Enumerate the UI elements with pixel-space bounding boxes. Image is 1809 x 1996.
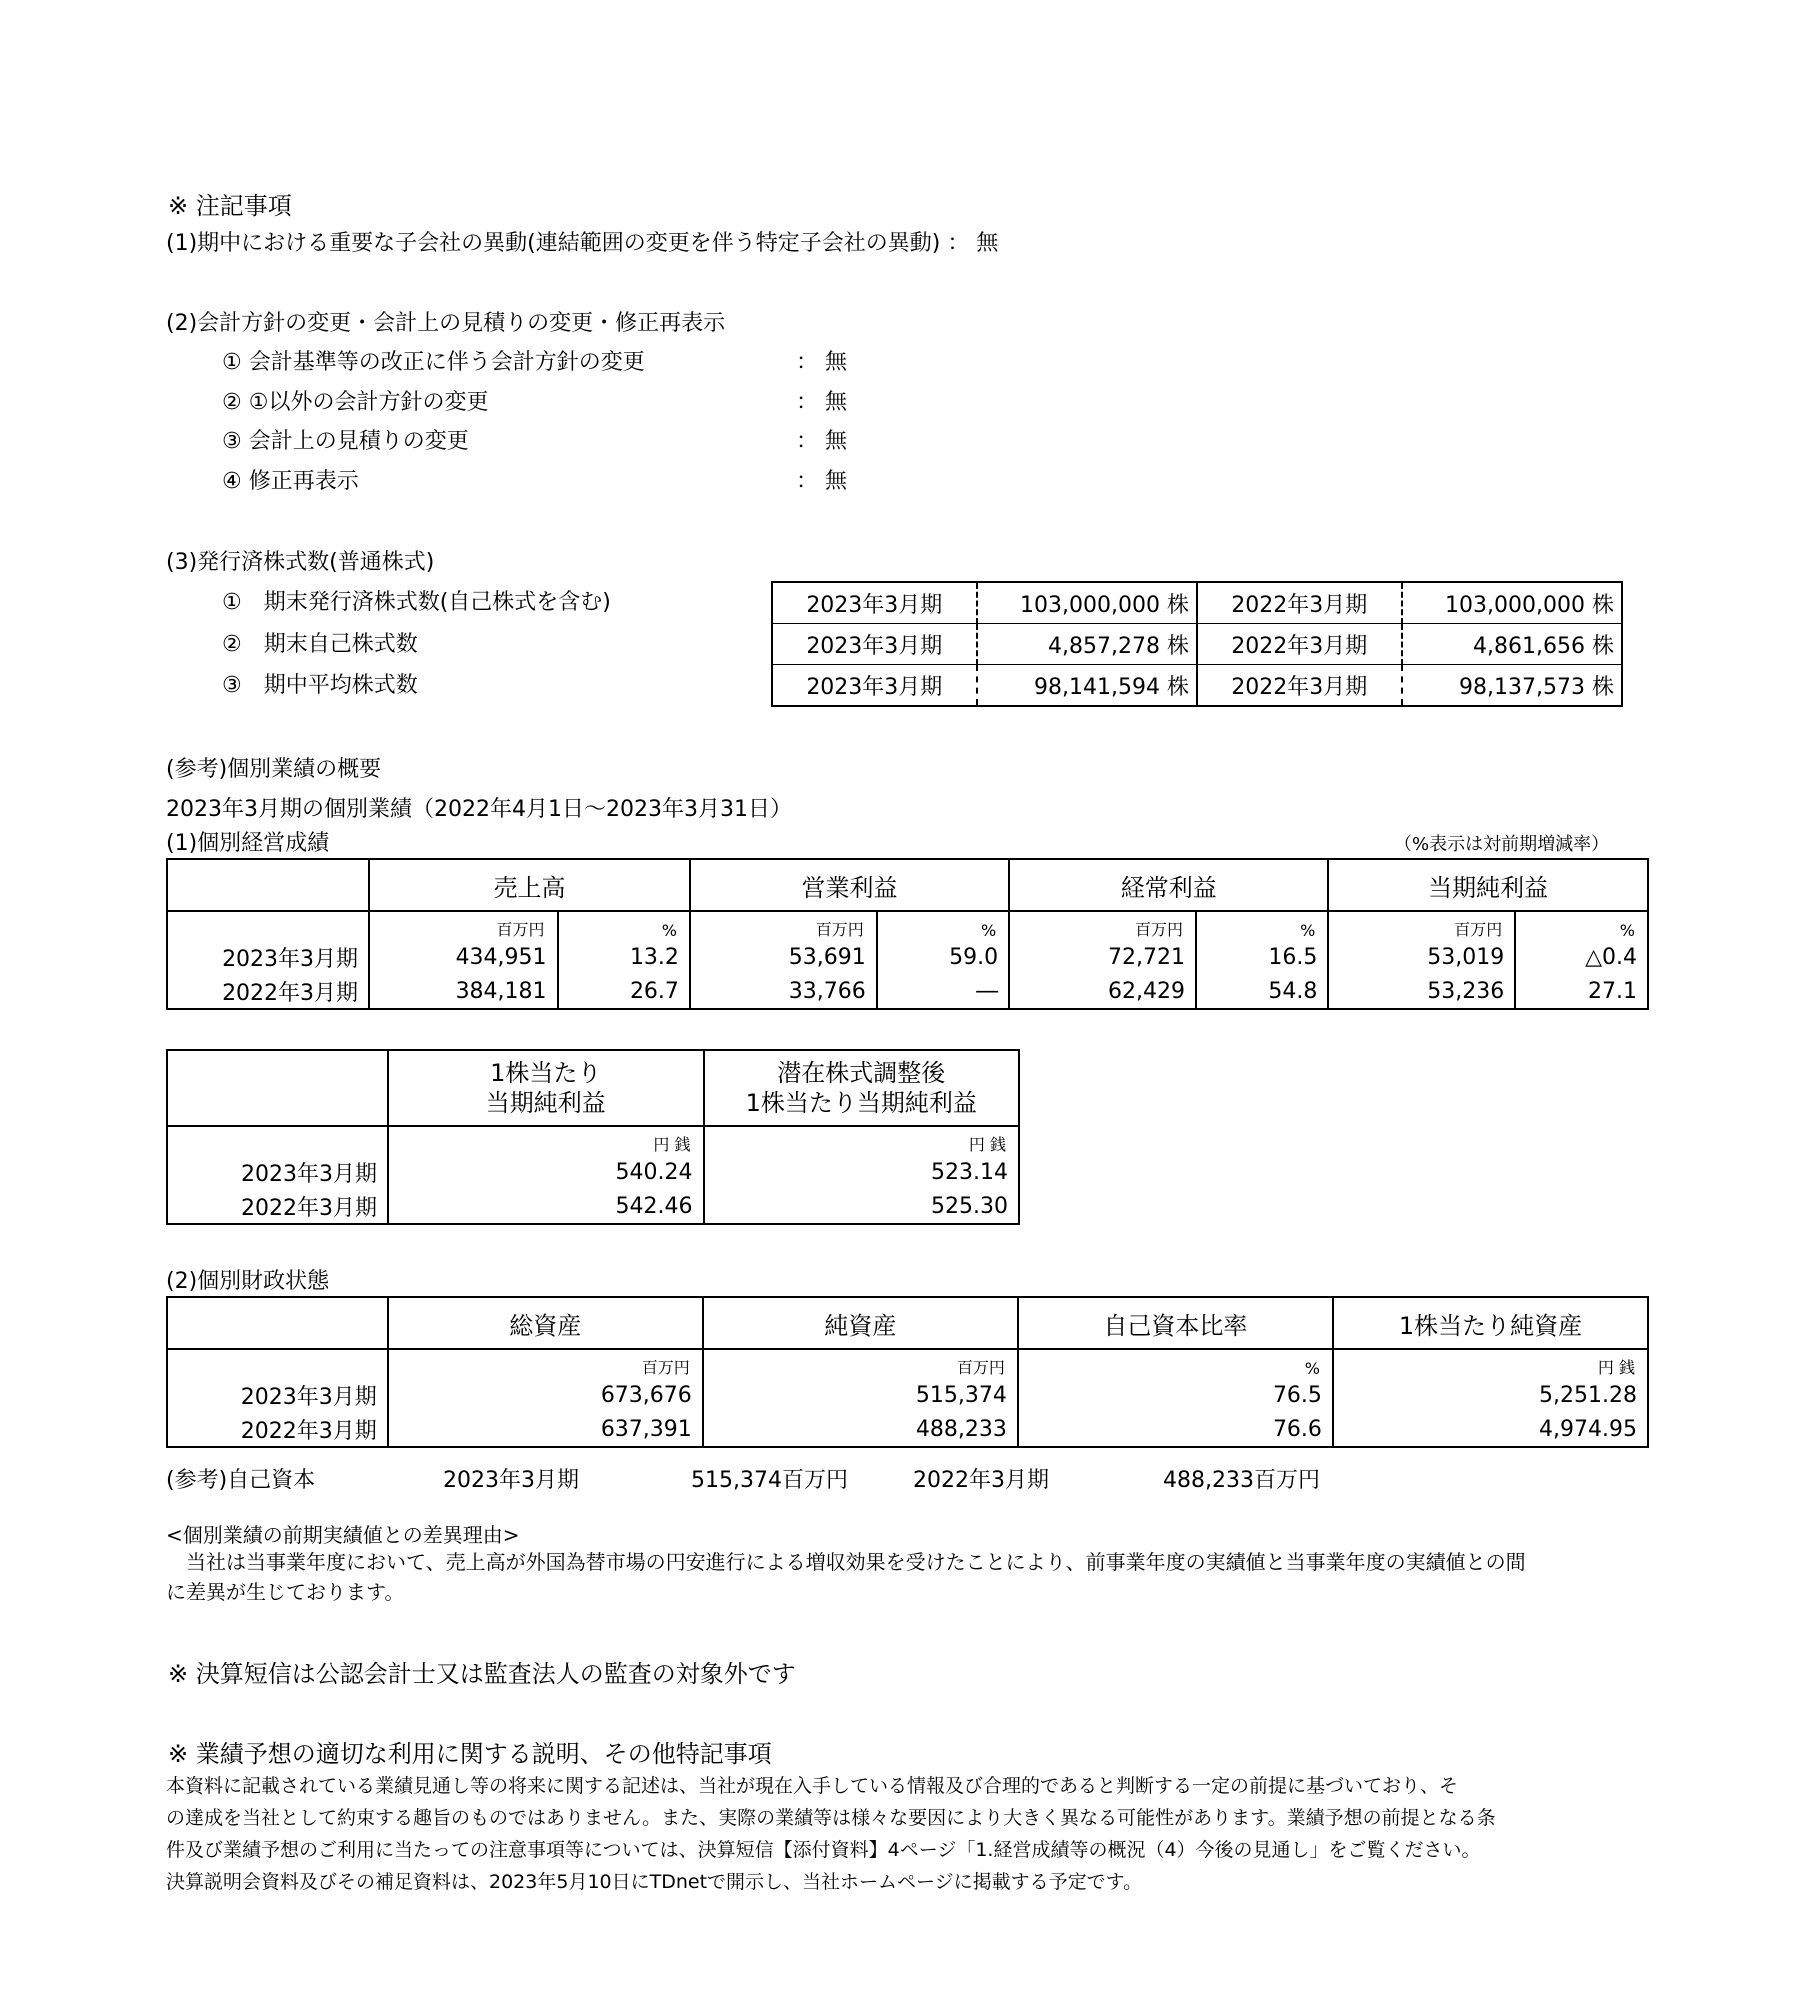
shares-prev-year: 2022年3月期 <box>1197 665 1402 707</box>
header-net-assets: 純資産 <box>703 1297 1018 1349</box>
unit-label: % <box>1018 1349 1333 1378</box>
header-blank <box>167 859 369 911</box>
cell: ― <box>877 974 1009 1009</box>
note-item-3-heading: (3)発行済株式数(普通株式) <box>166 550 435 575</box>
shares-prev-year: 2022年3月期 <box>1197 624 1402 665</box>
table-row <box>772 665 1622 707</box>
unit-row <box>167 1349 1648 1378</box>
cell: 384,181 <box>369 974 557 1009</box>
row-label: 2022年3月期 <box>240 1418 377 1444</box>
note-item-2-2-label: ② ①以外の会計方針の変更 <box>222 390 489 415</box>
financial-sub2: (2)個別財政状態 <box>166 1269 330 1294</box>
note-item-2-4-label: ④ 修正再表示 <box>222 469 359 494</box>
cell: 76.6 <box>1018 1412 1333 1447</box>
equity-prev-value: 488,233百万円 <box>1163 1468 1320 1493</box>
note-item-2-3-label: ③ 会計上の見積りの変更 <box>222 429 469 454</box>
header-blank <box>167 1297 388 1349</box>
table-row <box>772 624 1622 665</box>
unit-label: 円 銭 <box>388 1126 703 1155</box>
note-item-2-heading: (2)会計方針の変更・会計上の見積りの変更・修正再表示 <box>166 311 726 336</box>
row-label: 2022年3月期 <box>222 980 359 1006</box>
cell: 72,721 <box>1009 940 1196 974</box>
cell: △0.4 <box>1515 940 1648 974</box>
unit-label: 百万円 <box>388 1349 703 1378</box>
equity-cur-year: 2023年3月期 <box>443 1468 579 1493</box>
note-item-3-2-label: ② 期末自己株式数 <box>222 632 418 657</box>
table-header-row <box>167 1050 1019 1126</box>
table-row <box>167 940 1648 974</box>
difference-body <box>166 1547 1656 1607</box>
equity-label: (参考)自己資本 <box>166 1468 316 1493</box>
note-item-2-2-value: ： 無 <box>796 390 847 415</box>
forecast-line1: 本資料に記載されている業績見通し等の将来に関する記述は、当社が現在入手している情報及び合理的であると判断する一定の前提に基づいており、そ <box>166 1775 1459 1797</box>
unit-label: % <box>1196 911 1328 940</box>
cell: 54.8 <box>1196 974 1328 1009</box>
cell: 26.7 <box>558 974 690 1009</box>
note-item-3-1-label: ① 期末発行済株式数(自己株式を含む) <box>222 590 611 615</box>
eps-table <box>166 1049 1020 1225</box>
header-operating-income: 営業利益 <box>690 859 1009 911</box>
unit-label: 百万円 <box>703 1349 1018 1378</box>
table-header-row <box>167 1297 1648 1349</box>
cell: 515,374 <box>703 1378 1018 1412</box>
difference-body-line2: に差異が生じております。 <box>166 1580 405 1604</box>
header-eps <box>388 1050 703 1126</box>
table-row <box>167 1155 1019 1189</box>
forecast-heading: ※ 業績予想の適切な利用に関する説明、その他特記事項 <box>168 1740 772 1768</box>
row-label: 2022年3月期 <box>241 1195 378 1221</box>
reference-sub1: (1)個別経営成績 <box>166 831 330 856</box>
shares-prev-value: 103,000,000 株 <box>1445 592 1614 618</box>
shares-cur-value: 103,000,000 株 <box>977 582 1197 624</box>
header-eps-line1: 1株当たり <box>490 1059 602 1087</box>
cell: 59.0 <box>877 940 1009 974</box>
shares-prev-value: 98,137,573 株 <box>1402 665 1622 707</box>
pct-note: （%表示は対前期増減率） <box>1394 834 1610 855</box>
header-diluted-eps <box>704 1050 1020 1126</box>
cell: 637,391 <box>388 1412 703 1447</box>
header-bps: 1株当たり純資産 <box>1333 1297 1648 1349</box>
table-row <box>772 582 1622 624</box>
cell: 523.14 <box>704 1155 1020 1189</box>
row-label: 2023年3月期 <box>222 946 359 972</box>
header-eps-line2: 当期純利益 <box>485 1089 606 1117</box>
forecast-line2: の達成を当社として約束する趣旨のものではありません。また、実際の業績等は様々な要因により大きく異なる可能性があります。業績予想の前提となる条 <box>166 1807 1496 1829</box>
cell: 33,766 <box>690 974 877 1009</box>
header-net-income: 当期純利益 <box>1328 859 1648 911</box>
shares-table <box>771 581 1623 707</box>
note-item-1: (1)期中における重要な子会社の異動(連結範囲の変更を伴う特定子会社の異動) ： 無 <box>166 231 999 256</box>
table-header-row <box>167 859 1648 911</box>
shares-prev-value: 4,861,656 株 <box>1402 624 1622 665</box>
unit-label: 百万円 <box>369 911 557 940</box>
cell: 488,233 <box>703 1412 1018 1447</box>
cell: 525.30 <box>704 1189 1020 1224</box>
shares-cur-year: 2023年3月期 <box>772 665 977 707</box>
unit-label: 百万円 <box>690 911 877 940</box>
table-row <box>167 1378 1648 1412</box>
row-label: 2023年3月期 <box>240 1384 377 1410</box>
cell: 434,951 <box>369 940 557 974</box>
performance-table <box>166 858 1649 1010</box>
note-item-3-3-label: ③ 期中平均株式数 <box>222 673 418 698</box>
unit-label: 百万円 <box>1328 911 1515 940</box>
note-item-2-4-value: ： 無 <box>796 469 847 494</box>
table-row <box>167 1189 1019 1224</box>
unit-label: 百万円 <box>1009 911 1196 940</box>
note-item-2-1-label: ① 会計基準等の改正に伴う会計方針の変更 <box>222 350 645 375</box>
reference-heading: (参考)個別業績の概要 <box>166 757 382 782</box>
cell: 542.46 <box>388 1189 703 1224</box>
cell: 62,429 <box>1009 974 1196 1009</box>
reference-period: 2023年3月期の個別業績（2022年4月1日～2023年3月31日） <box>166 797 792 822</box>
header-diluted-eps-line2: 1株当たり当期純利益 <box>745 1089 977 1117</box>
notes-heading: ※ 注記事項 <box>168 192 292 220</box>
note-item-2-1-value: ： 無 <box>796 350 847 375</box>
header-total-assets: 総資産 <box>388 1297 703 1349</box>
difference-body-line1: 当社は当事業年度において、売上高が外国為替市場の円安進行による増収効果を受けたことにより、前事業年度の実績値と当事業年度の実績値との間 <box>166 1550 1526 1574</box>
cell: 76.5 <box>1018 1378 1333 1412</box>
financial-table <box>166 1296 1649 1448</box>
unit-label: % <box>877 911 1009 940</box>
shares-cur-year: 2023年3月期 <box>772 582 977 624</box>
unit-label: 円 銭 <box>704 1126 1020 1155</box>
cell: 673,676 <box>388 1378 703 1412</box>
unit-label: 円 銭 <box>1333 1349 1648 1378</box>
forecast-body <box>166 1770 1666 1898</box>
shares-prev-year: 2022年3月期 <box>1197 582 1402 624</box>
cell: 53,019 <box>1328 940 1515 974</box>
note-item-2-3-value: ： 無 <box>796 429 847 454</box>
unit-label: % <box>558 911 690 940</box>
cell: 5,251.28 <box>1333 1378 1648 1412</box>
equity-cur-value: 515,374百万円 <box>691 1468 848 1493</box>
unit-row <box>167 911 1648 940</box>
row-label: 2023年3月期 <box>241 1161 378 1187</box>
header-diluted-eps-line1: 潜在株式調整後 <box>777 1059 946 1087</box>
cell: 53,691 <box>690 940 877 974</box>
forecast-line4: 決算説明会資料及びその補足資料は、2023年5月10日にTDnetで開示し、当社ホームページに掲載する予定です。 <box>166 1871 1143 1893</box>
cell: 4,974.95 <box>1333 1412 1648 1447</box>
cell: 13.2 <box>558 940 690 974</box>
shares-cur-value: 98,141,594 株 <box>977 665 1197 707</box>
table-row <box>167 974 1648 1009</box>
difference-heading: <個別業績の前期実績値との差異理由> <box>166 1523 520 1547</box>
cell: 53,236 <box>1328 974 1515 1009</box>
header-ordinary-income: 経常利益 <box>1009 859 1328 911</box>
equity-prev-year: 2022年3月期 <box>913 1468 1049 1493</box>
shares-cur-year: 2023年3月期 <box>772 624 977 665</box>
cell: 27.1 <box>1515 974 1648 1009</box>
header-equity-ratio: 自己資本比率 <box>1018 1297 1333 1349</box>
table-row <box>167 1412 1648 1447</box>
header-blank <box>167 1050 388 1126</box>
cell: 540.24 <box>388 1155 703 1189</box>
unit-row <box>167 1126 1019 1155</box>
header-sales: 売上高 <box>369 859 690 911</box>
shares-cur-value: 4,857,278 株 <box>977 624 1197 665</box>
unit-label: % <box>1515 911 1648 940</box>
cell: 16.5 <box>1196 940 1328 974</box>
audit-note: ※ 決算短信は公認会計士又は監査法人の監査の対象外です <box>168 1660 796 1688</box>
forecast-line3: 件及び業績予想のご利用に当たっての注意事項等については、決算短信【添付資料】4ページ「1.経営成績等の概況（4）今後の見通し」をご覧ください。 <box>166 1839 1481 1861</box>
